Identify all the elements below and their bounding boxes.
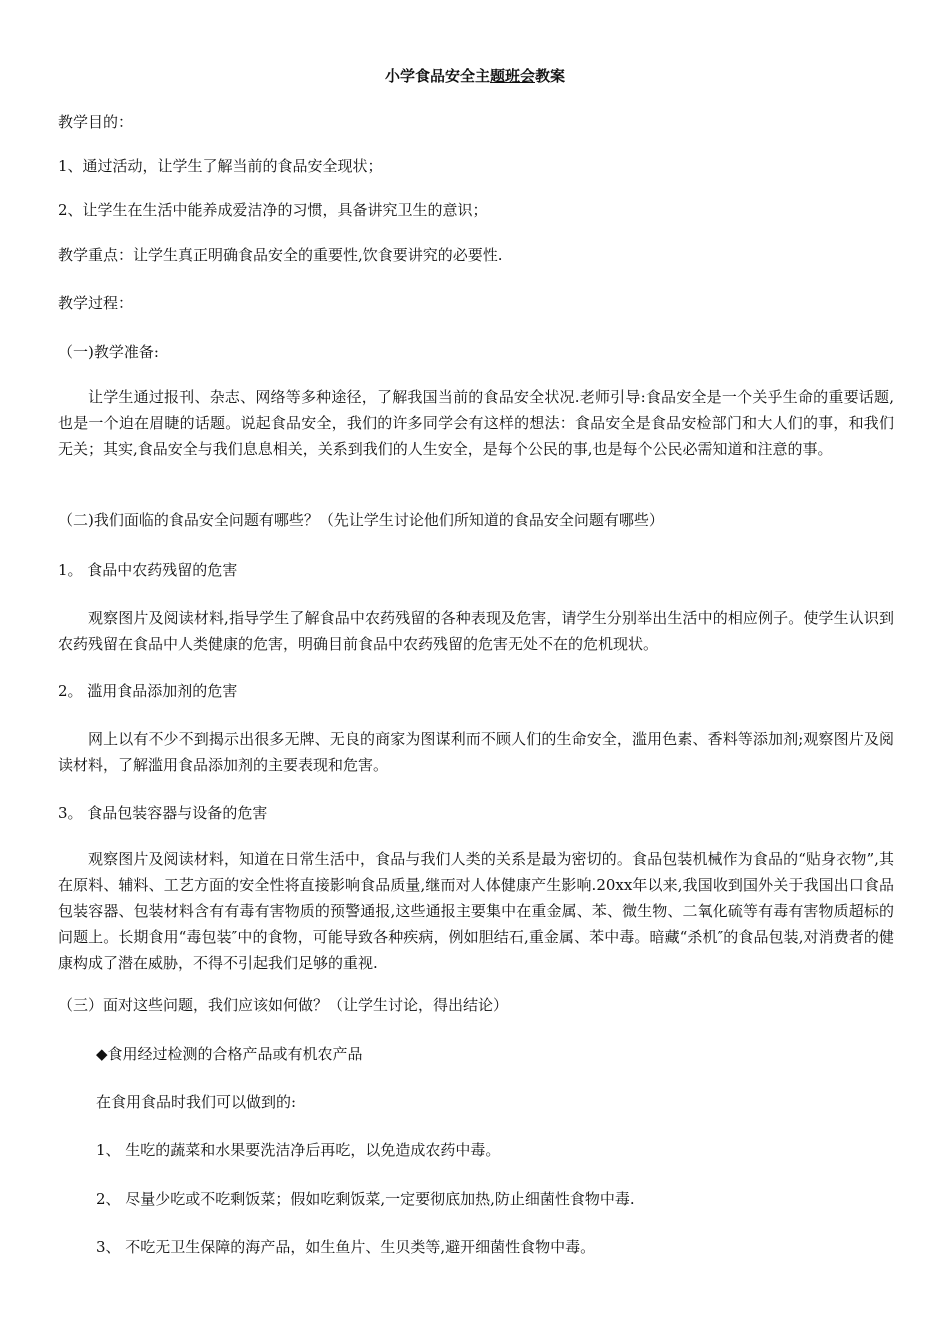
item-2-heading: 2。 滥用食品添加剂的危害 <box>58 682 238 700</box>
goal-item-1: 1、通过活动，让学生了解当前的食品安全现状； <box>58 157 383 175</box>
sub-item-1: 1、 生吃的蔬菜和水果要洗洁净后再吃，以免造成农药中毒。 <box>96 1141 501 1159</box>
key-point: 教学重点：让学生真正明确食品安全的重要性,饮食要讲究的必要性. <box>58 246 503 264</box>
process-heading: 教学过程： <box>58 294 134 312</box>
goal-heading: 教学目的： <box>58 113 134 131</box>
item-1-heading: 1。 食品中农药残留的危害 <box>58 561 238 579</box>
title-text-end: 教案 <box>535 67 566 85</box>
sub-intro: 在食用食品时我们可以做到的: <box>96 1093 297 1111</box>
sub-item-2: 2、 尽量少吃或不吃剩饭菜；假如吃剩饭菜,一定要彻底加热,防止细菌性食物中毒. <box>96 1190 635 1208</box>
bullet-item: ◆食用经过检测的合格产品或有机农产品 <box>96 1045 363 1063</box>
item-3-heading: 3。 食品包装容器与设备的危害 <box>58 804 268 822</box>
goal-item-2: 2、让学生在生活中能养成爱洁净的习惯，具备讲究卫生的意识； <box>58 201 488 219</box>
section-1-heading: （一)教学准备: <box>58 343 159 361</box>
title-text-underlined: 题班会 <box>489 67 535 85</box>
item-2-paragraph: 网上以有不少不到揭示出很多无牌、无良的商家为图谋利而不顾人们的生命安全，滥用色素、香料等添加剂;观察图片及阅读材料，了解滥用食品添加剂的主要表现和危害。 <box>58 730 894 774</box>
item-1-paragraph: 观察图片及阅读材料,指导学生了解食品中农药残留的各种表现及危害，请学生分别举出生活中的相应例子。使学生认识到农药残留在食品中人类健康的危害，明确目前食品中农药残留的危害无处不在的危机现状。 <box>58 609 894 653</box>
document-title <box>0 66 950 86</box>
item-3-paragraph: 观察图片及阅读材料，知道在日常生活中，食品与我们人类的关系是最为密切的。食品包装机械作为食品的“贴身衣物”,其在原料、辅料、工艺方面的安全性将直接影响食品质量,继而对人体健康产生影响.20xx年以来,我国收到国外关于我国出口食品包装容器、包装材料含有有毒有害物质的预警通报,这些通报主要集中在重金属、苯、微生物、二氧化硫等有毒有害物质超标的问题上。长期食用“毒包装″中的食物，可能导致各种疾病，例如胆结石,重金属、苯中毒。暗藏“杀机″的食品包装,对消费者的健康构成了潜在威胁，不得不引起我们足够的重视. <box>58 850 894 972</box>
section-1-paragraph: 让学生通过报刊、杂志、网络等多种途径，了解我国当前的食品安全状况.老师引导:食品安全是一个关乎生命的重要话题,也是一个迫在眉睫的话题。说起食品安全，我们的许多同学会有这样的想法：食品安全是食品安检部门和大人们的事，和我们无关；其实,食品安全与我们息息相关，关系到我们的人生安全，是每个公民的事,也是每个公民必需知道和注意的事。 <box>58 388 894 458</box>
title-text-start: 小学食品安全主 <box>384 67 490 85</box>
section-3-heading: （三）面对这些问题，我们应该如何做？（让学生讨论，得出结论） <box>58 996 509 1014</box>
section-2-heading: （二)我们面临的食品安全问题有哪些？（先让学生讨论他们所知道的食品安全问题有哪些） <box>58 511 664 529</box>
sub-item-3: 3、 不吃无卫生保障的海产品，如生鱼片、生贝类等,避开细菌性食物中毒。 <box>96 1238 596 1256</box>
